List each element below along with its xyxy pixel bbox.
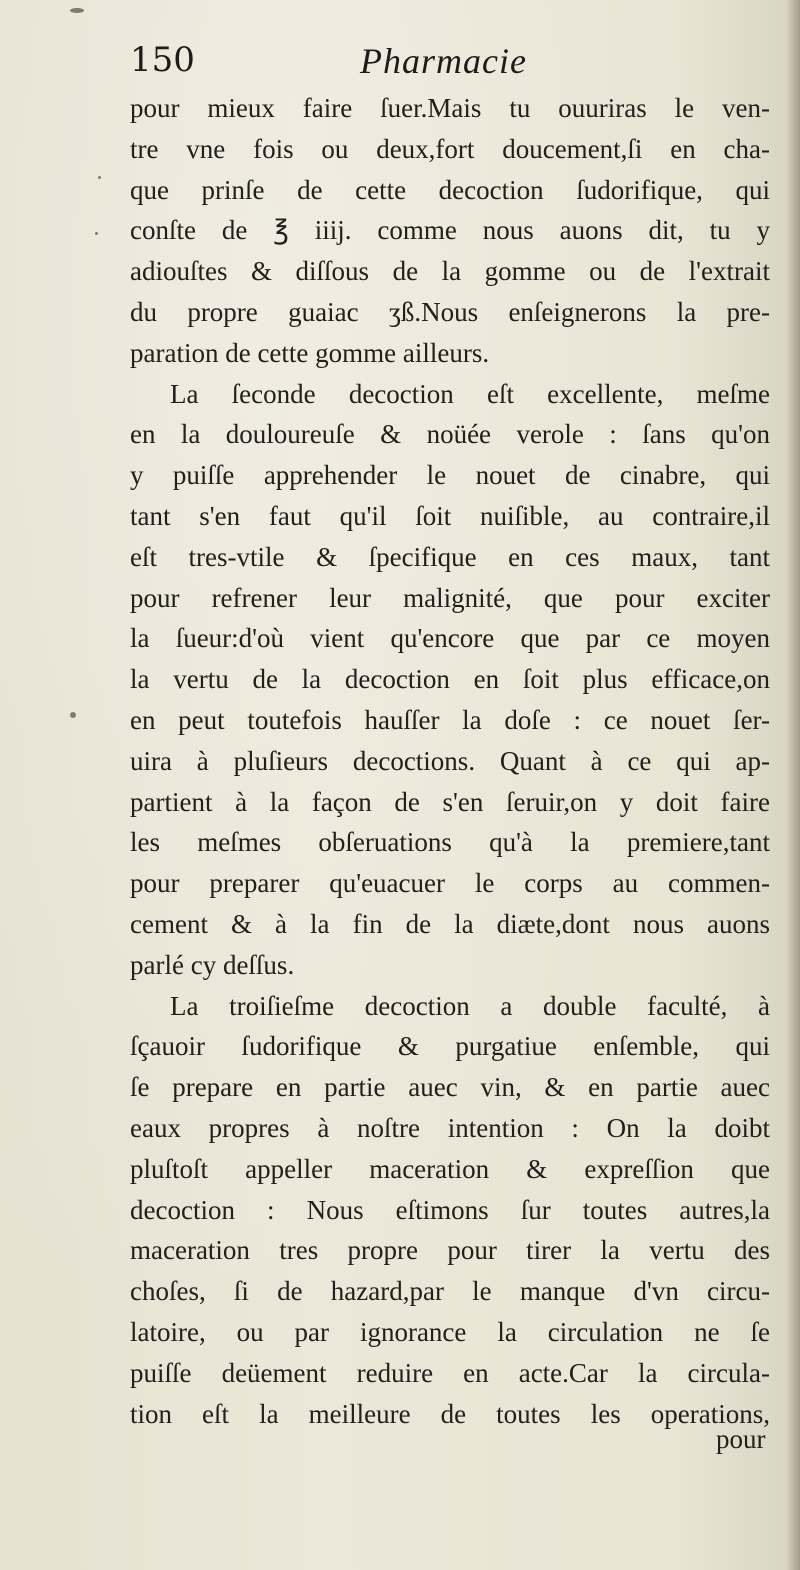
page-header xyxy=(130,40,770,88)
text-line: La troiſieſme decoction a double faculté, à xyxy=(170,990,770,1021)
paragraph xyxy=(130,374,770,986)
text-line: maceration tres propre pour tirer la vertu des xyxy=(130,1235,770,1266)
text-line: latoire, ou par ignorance la circulation ne ſe xyxy=(130,1316,770,1347)
text-line: ſçauoir ſudorifique & purgatiue enſemble, qui xyxy=(130,1031,770,1062)
text-line: la ſueur:d'où vient qu'encore que par ce moyen xyxy=(130,623,770,654)
text-line: adiouſtes & diſſous de la gomme ou de l'extrait xyxy=(130,256,770,287)
text-line: tant s'en faut qu'il ſoit nuiſible, au contraire,il xyxy=(130,500,770,531)
paragraph xyxy=(130,88,770,374)
text-line: partient à la façon de s'en ſeruir,on y doit faire xyxy=(130,786,770,817)
ink-speck xyxy=(95,232,98,235)
text-line: les meſmes obſeruations qu'à la premiere,tant xyxy=(130,827,770,858)
text-line: puiſſe deüement reduire en acte.Car la circula- xyxy=(130,1357,770,1388)
paragraph xyxy=(130,986,770,1435)
page-number: 150 xyxy=(130,40,195,80)
text-line: que prinſe de cette decoction ſudorifique, qui xyxy=(130,174,770,205)
text-line: pour mieux faire ſuer.Mais tu ouuriras le ven- xyxy=(130,93,770,123)
text-line: ſe prepare en partie auec vin, & en partie auec xyxy=(130,1072,770,1103)
ink-speck xyxy=(70,712,76,718)
text-line: cement & à la fin de la diæte,dont nous auons xyxy=(130,908,770,939)
text-line: tre vne fois ou deux,fort doucement,ſi en cha- xyxy=(130,133,770,164)
text-line: pour refrener leur malignité, que pour exciter xyxy=(130,582,770,613)
text-line: paration de cette gomme ailleurs. xyxy=(130,337,490,368)
running-title: Pharmacie xyxy=(360,41,527,81)
text-line: eaux propres à noſtre intention : On la doibt xyxy=(130,1112,770,1143)
text-line: en peut toutefois hauſſer la doſe : ce nouet ſer- xyxy=(130,704,770,735)
text-line: pluſtoſt appeller maceration & expreſſion que xyxy=(130,1153,770,1184)
ink-speck xyxy=(98,176,101,179)
text-body xyxy=(130,88,770,1434)
text-line: du propre guaiac ʒß.Nous enſeignerons la pre- xyxy=(130,296,770,327)
text-line: la vertu de la decoction en ſoit plus efficace,on xyxy=(130,664,770,695)
text-line: uira à pluſieurs decoctions. Quant à ce qui ap- xyxy=(130,745,770,776)
text-line: eſt tres-vtile & ſpecifique en ces maux, tant xyxy=(130,541,770,572)
text-line: La ſeconde decoction eſt excellente, meſme xyxy=(170,378,770,409)
text-line: decoction : Nous eſtimons ſur toutes autres,la xyxy=(130,1194,770,1225)
text-line: tion eſt la meilleure de toutes les operations, xyxy=(130,1398,770,1429)
text-line: choſes, ſi de hazard,par le manque d'vn circu- xyxy=(130,1276,770,1307)
text-line: parlé cy deſſus. xyxy=(130,949,295,980)
ink-speck xyxy=(70,8,84,13)
text-line: y puiſſe apprehender le nouet de cinabre, qui xyxy=(130,460,770,491)
catchword: pour xyxy=(716,1424,766,1454)
text-line: en la douloureuſe & noüée verole : ſans qu'on xyxy=(130,419,770,450)
text-line: pour preparer qu'euacuer le corps au commen- xyxy=(130,868,770,899)
text-line: conſte de ℥ iiij. comme nous auons dit, tu y xyxy=(130,215,770,246)
